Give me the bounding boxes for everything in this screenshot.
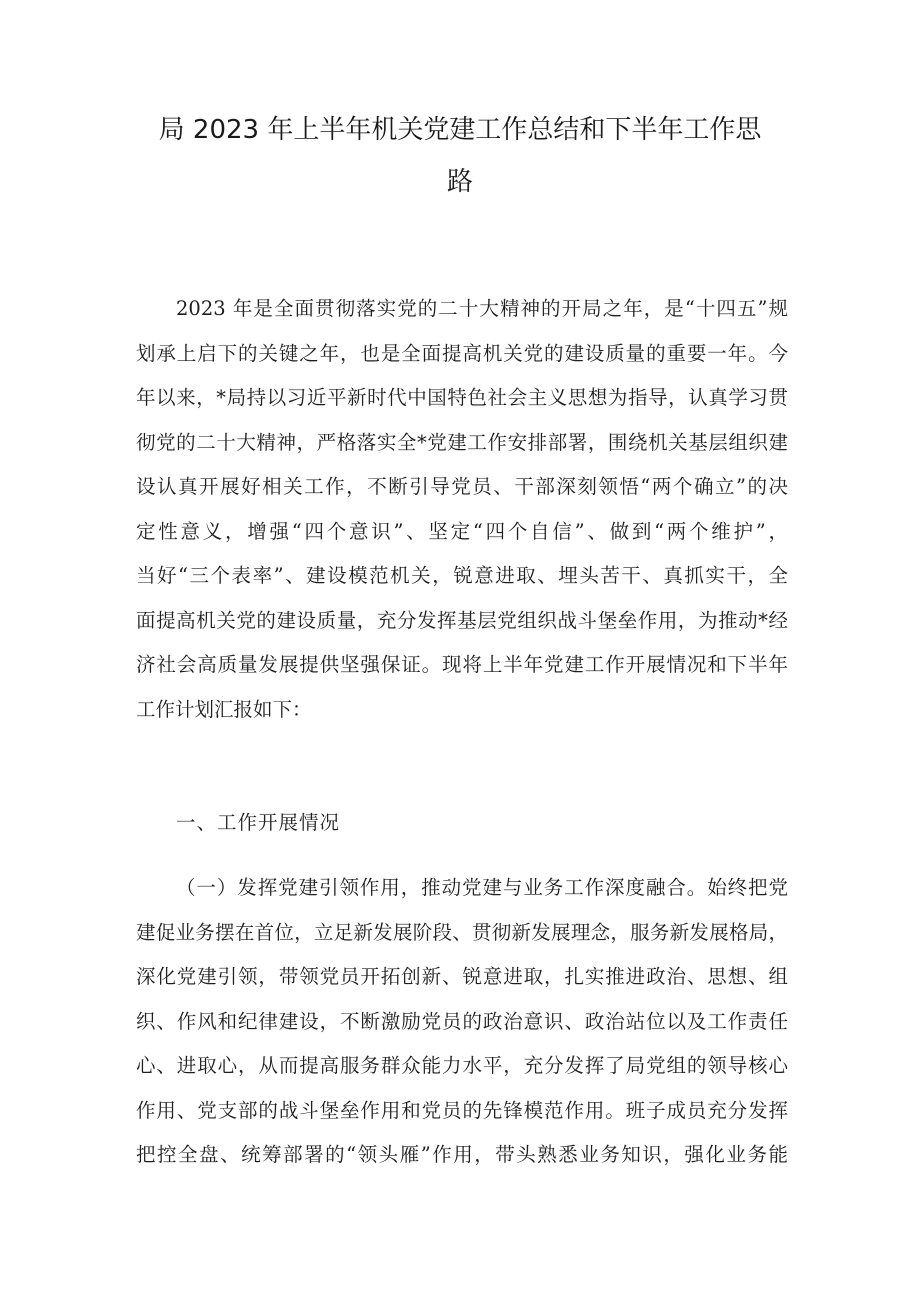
paragraph-line: 工作计划汇报如下：: [136, 697, 312, 721]
paragraph-line: 济社会高质量发展提供坚强保证。现将上半年党建工作开展情况和下半年: [136, 653, 788, 676]
paragraph-line: 定性意义，增强“四个意识”、坚定“四个自信”、做到“两个维护”，: [136, 519, 788, 543]
section-heading: 一、工作开展情况: [176, 811, 341, 834]
paragraph-line: 建促业务摆在首位，立足新发展阶段、贯彻新发展理念，服务新发展格局，: [136, 920, 788, 944]
document-title-line-1: 局 2023 年上半年机关党建工作总结和下半年工作思: [158, 115, 762, 145]
document-title-line-2: 路: [446, 167, 473, 197]
paragraph-line: 把控全盘、统筹部署的“领头雁”作用，带头熟悉业务知识，强化业务能: [136, 1143, 788, 1166]
paragraph-line: 划承上启下的关键之年，也是全面提高机关党的建设质量的重要一年。今: [136, 341, 788, 365]
paragraph-line: 心、进取心，从而提高服务群众能力水平，充分发挥了局党组的领导核心: [136, 1054, 788, 1077]
paragraph-line: 2023 年是全面贯彻落实党的二十大精神的开局之年，是“十四五”规: [176, 297, 788, 320]
paragraph-line: 当好“三个表率”、建设模范机关，锐意进取、埋头苦干、真抓实干，全: [136, 564, 788, 587]
paragraph-line: 织、作风和纪律建设，不断激励党员的政治意识、政治站位以及工作责任: [136, 1009, 788, 1033]
paragraph-line: 面提高机关党的建设质量，充分发挥基层党组织战斗堡垒作用，为推动*经: [136, 608, 788, 632]
paragraph-line: 作用、党支部的战斗堡垒作用和党员的先锋模范作用。班子成员充分发挥: [136, 1098, 788, 1122]
paragraph-line: 彻党的二十大精神，严格落实全*党建工作安排部署，围绕机关基层组织建: [136, 430, 788, 454]
paragraph-line: 年以来，*局持以习近平新时代中国特色社会主义思想为指导，认真学习贯: [136, 386, 788, 409]
paragraph-line: 深化党建引领，带领党员开拓创新、锐意进取，扎实推进政治、思想、组: [136, 965, 788, 988]
paragraph-line: （一）发挥党建引领作用，推动党建与业务工作深度融合。始终把党: [176, 876, 788, 899]
paragraph-line: 设认真开展好相关工作，不断引导党员、干部深刻领悟“两个确立”的决: [136, 475, 788, 498]
